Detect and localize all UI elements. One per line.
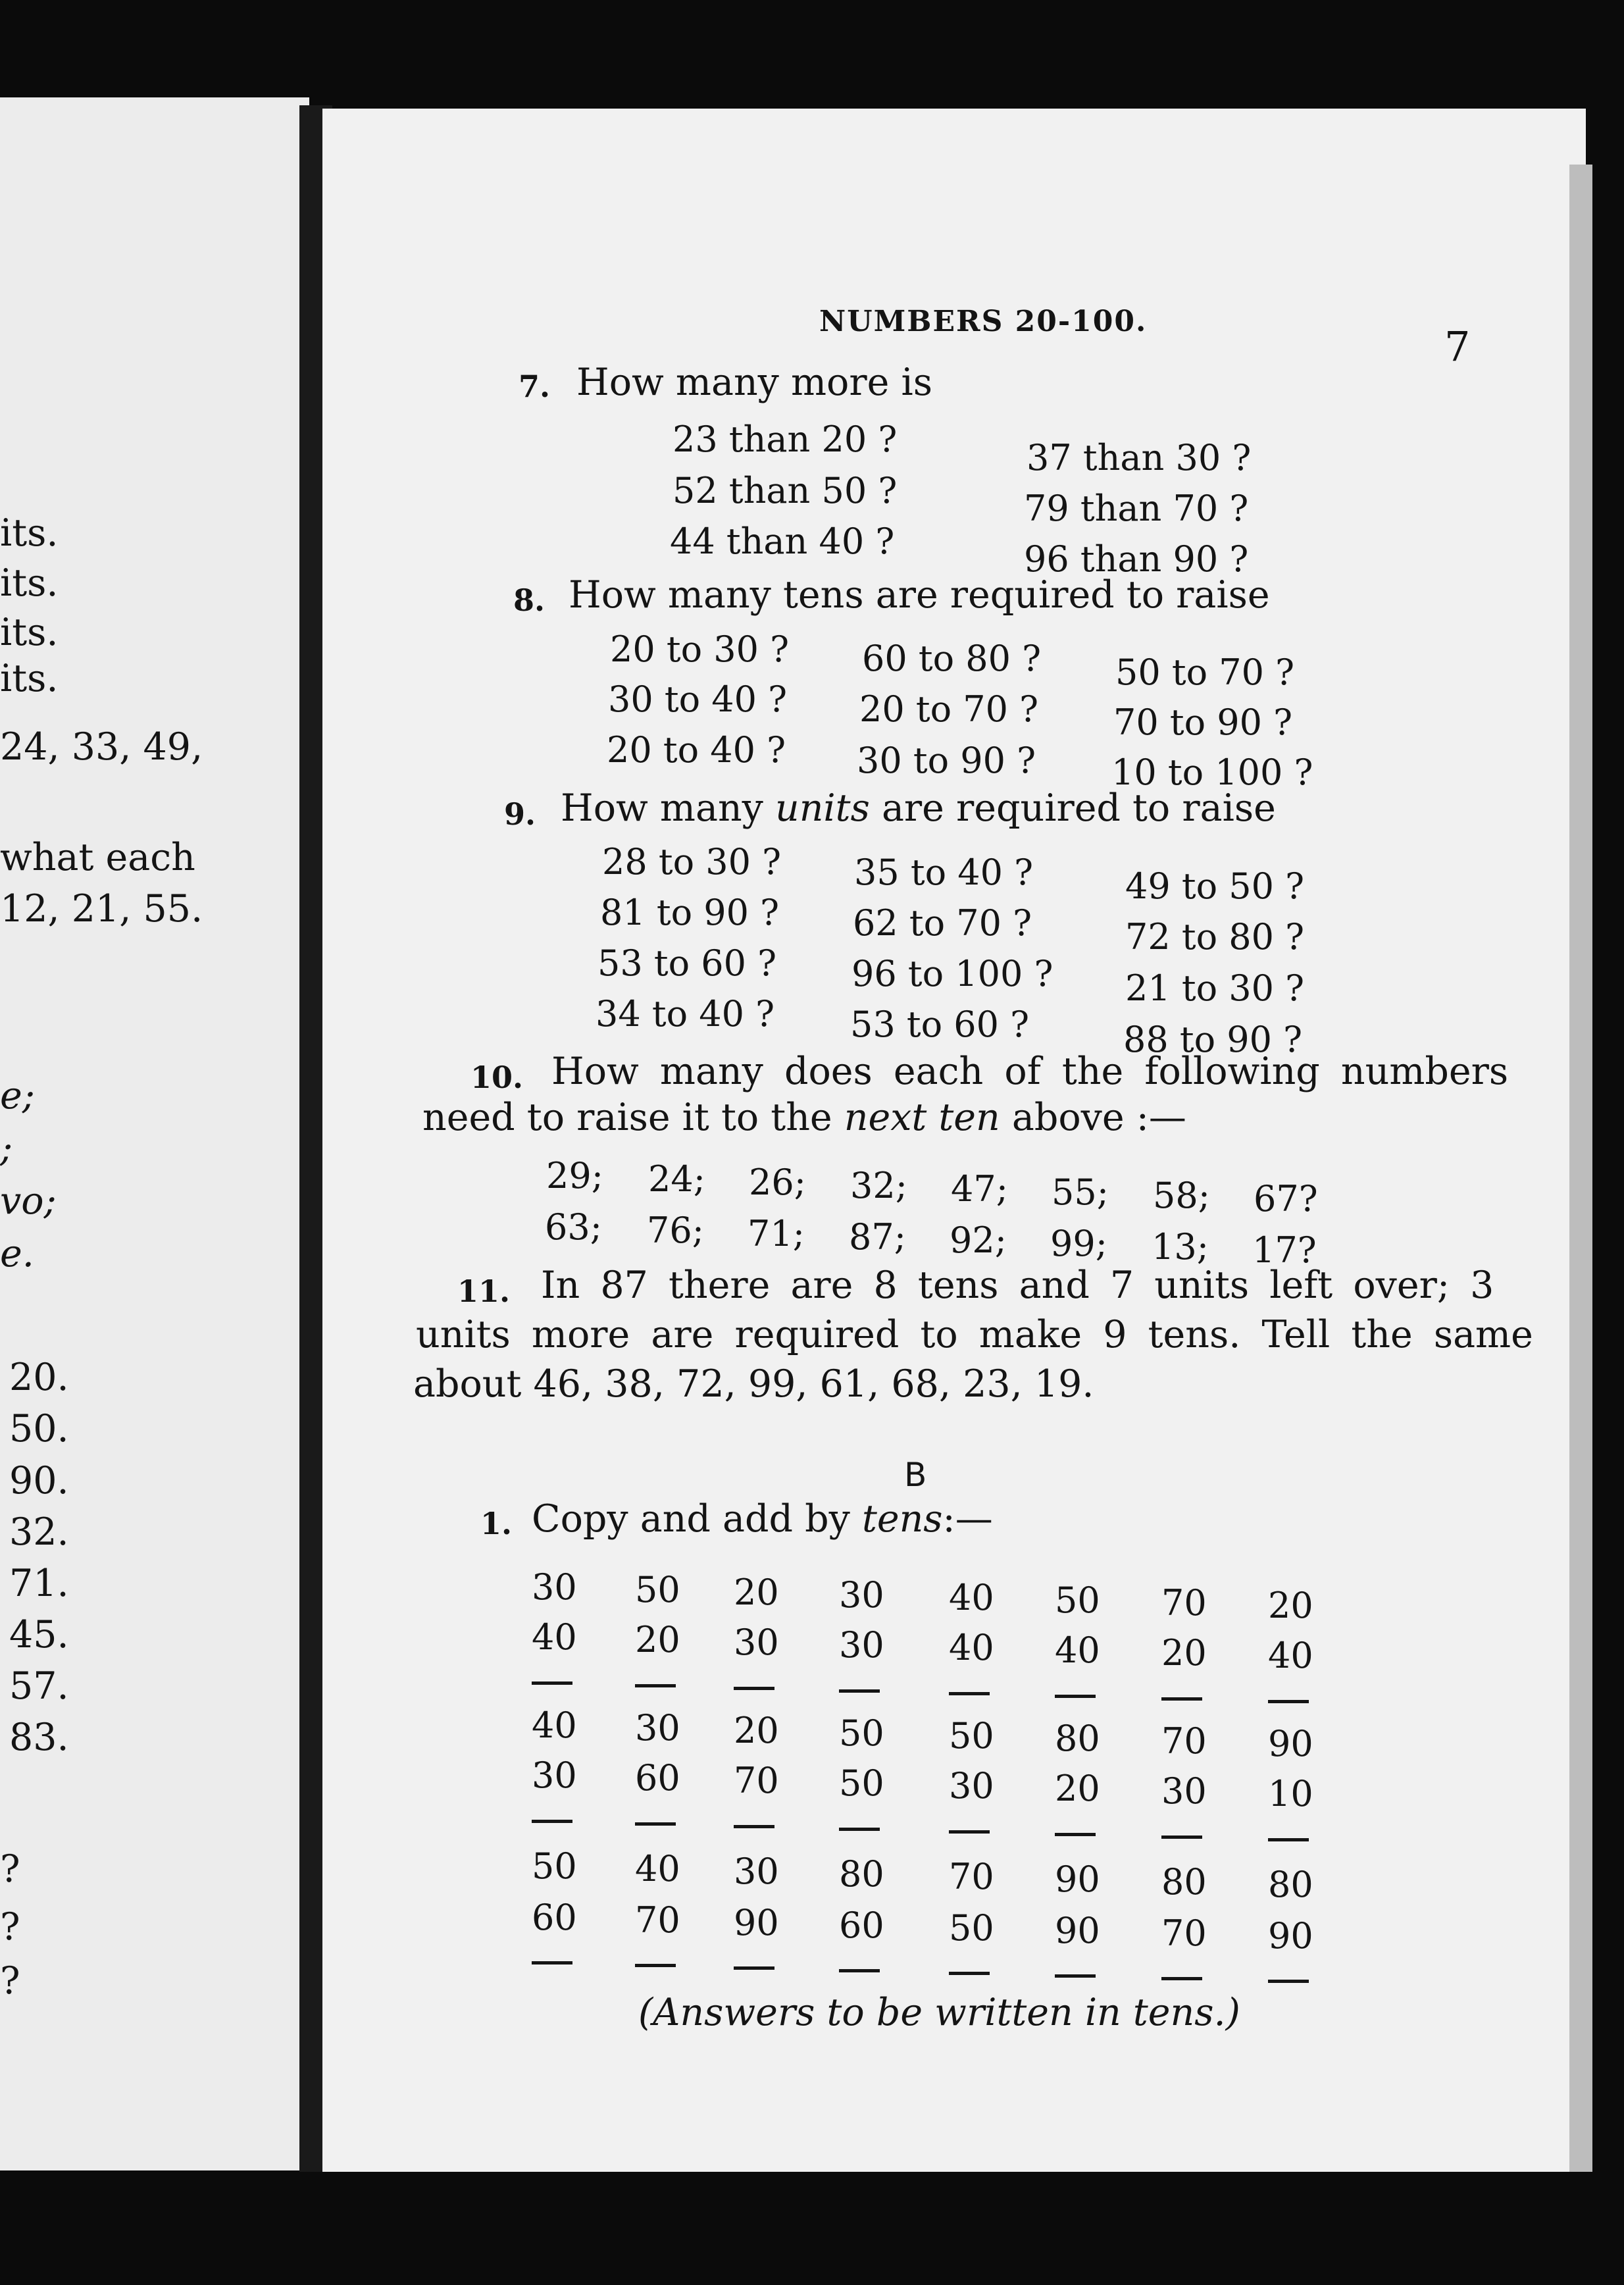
exercise-item: 35 to 40 ? [854,852,1034,893]
addend-cell: 70 [734,1760,779,1801]
addend-cell: 20 [1268,1585,1313,1626]
sum-line [532,1961,572,1964]
addend-cell: 70 [1161,1913,1207,1954]
exercise-item: 30 to 40 ? [608,679,788,720]
exercise-item: 53 to 60 ? [850,1004,1030,1045]
number-item: 67? [1254,1178,1318,1220]
sum-line [1268,1838,1309,1841]
left-fragment: its. [0,611,59,654]
exercise-item: 34 to 40 ? [596,993,775,1035]
sum-line [1161,1836,1202,1839]
question-prompt-line: about 46, 38, 72, 99, 61, 68, 23, 19. [413,1362,1094,1406]
addend-cell: 20 [635,1619,680,1660]
running-head: NUMBERS 20-100. [819,305,1148,338]
addend-cell: 10 [1268,1773,1313,1814]
addend-cell: 40 [949,1577,994,1618]
addend-cell: 50 [532,1845,577,1887]
number-item: 32; [850,1165,907,1206]
exercise-item: 72 to 80 ? [1125,916,1305,958]
exercise-item: 20 to 70 ? [859,688,1039,730]
sum-line [635,1684,676,1687]
question-prompt-line: need to raise it to the next ten above :— [422,1096,1186,1139]
left-fragment: 90. [9,1459,69,1502]
question-number: 9. [504,796,536,832]
sum-line [635,1964,676,1967]
addend-cell: 30 [635,1707,680,1749]
question-prompt: How many tens are required to raise [569,573,1270,617]
sum-line [949,1692,990,1695]
exercise-item: 44 than 40 ? [670,521,895,562]
addend-cell: 80 [1268,1864,1313,1905]
sum-line [1161,1977,1202,1980]
addend-cell: 40 [532,1705,577,1746]
left-page [0,97,309,2170]
left-fragment: e. [0,1232,34,1275]
addend-cell: 50 [949,1715,994,1757]
exercise-item: 81 to 90 ? [600,892,780,933]
exercise-item: 28 to 30 ? [602,841,782,883]
section-label: B [904,1456,927,1494]
addend-cell: 20 [1055,1768,1100,1809]
exercise-item: 62 to 70 ? [853,902,1032,944]
sum-line [1055,1833,1096,1836]
exercise-item: 30 to 90 ? [857,740,1036,781]
addend-cell: 30 [532,1566,577,1608]
exercise-item: 37 than 30 ? [1027,437,1252,478]
exercise-item: 23 than 20 ? [672,419,898,460]
left-fragment: ? [0,1959,20,2003]
page-number: 7 [1444,322,1471,371]
addend-cell: 30 [734,1622,779,1663]
left-fragment: 12, 21, 55. [0,887,203,931]
addend-cell: 70 [1161,1582,1207,1624]
addend-cell: 70 [1161,1720,1207,1762]
question-number: 7. [519,369,551,404]
exercise-item: 52 than 50 ? [672,470,898,511]
question-number: 1. [480,1506,513,1541]
question-prompt: How many does each of the following numbers [551,1050,1509,1093]
left-fragment: 83. [9,1716,69,1759]
exercise-item: 96 to 100 ? [851,953,1053,994]
question-prompt: How many more is [576,361,932,404]
left-fragment: what each [0,836,195,879]
number-item: 29; [546,1155,603,1196]
left-fragment: ; [0,1127,13,1170]
sum-line [839,1828,880,1831]
number-item: 99; [1050,1223,1107,1264]
addend-cell: 40 [532,1616,577,1658]
addend-cell: 90 [1055,1910,1100,1951]
left-fragment: ? [0,1847,20,1891]
addend-cell: 20 [734,1710,779,1751]
sum-line [734,1966,774,1970]
sum-line [532,1820,572,1823]
question-prompt: In 87 there are 8 tens and 7 units left over; 3 [541,1264,1494,1307]
question-number: 10. [470,1060,524,1095]
number-item: 26; [749,1162,806,1203]
exercise-item: 20 to 30 ? [610,629,790,670]
exercise-item: 60 to 80 ? [862,638,1042,679]
sum-line [734,1825,774,1828]
addend-cell: 20 [1161,1632,1207,1674]
addend-cell: 20 [734,1572,779,1613]
number-item: 17? [1252,1229,1317,1271]
question-prompt: How many units are required to raise [561,786,1276,830]
addend-cell: 30 [949,1765,994,1807]
exercise-item: 88 to 90 ? [1123,1019,1303,1060]
number-item: 58; [1153,1175,1210,1216]
number-item: 76; [647,1210,704,1251]
addend-cell: 50 [949,1907,994,1949]
number-item: 55; [1052,1171,1109,1213]
number-item: 63; [545,1206,602,1248]
left-fragment: 32. [9,1510,69,1554]
question-number: 11. [457,1273,511,1309]
addend-cell: 40 [635,1848,680,1889]
addend-cell: 50 [839,1712,884,1754]
addend-cell: 40 [1055,1630,1100,1671]
left-fragment: 24, 33, 49, [0,725,203,769]
addend-cell: 80 [1055,1718,1100,1759]
exercise-item: 50 to 70 ? [1115,652,1295,693]
left-fragment: vo; [0,1179,57,1223]
sum-line [949,1972,990,1975]
left-fragment: ? [0,1905,20,1949]
addend-cell: 30 [839,1574,884,1616]
number-item: 24; [648,1158,705,1200]
sum-line [1161,1697,1202,1701]
addend-cell: 90 [1268,1723,1313,1764]
number-item: 87; [849,1216,906,1258]
addend-cell: 30 [532,1755,577,1796]
addend-cell: 50 [635,1569,680,1610]
addend-cell: 90 [1268,1915,1313,1957]
addend-cell: 30 [839,1624,884,1666]
left-fragment: 57. [9,1664,69,1708]
sum-line [1268,1980,1309,1983]
addend-cell: 70 [635,1899,680,1941]
sum-line [734,1687,774,1690]
exercise-item: 10 to 100 ? [1111,752,1313,793]
sum-line [1268,1700,1309,1703]
addend-cell: 80 [1161,1861,1207,1903]
addend-cell: 90 [734,1902,779,1943]
sum-line [532,1682,572,1685]
addend-cell: 40 [1268,1635,1313,1676]
sum-line [839,1689,880,1693]
addend-cell: 30 [1161,1770,1207,1812]
sum-line [635,1822,676,1826]
exercise-item: 79 than 70 ? [1024,488,1249,529]
left-fragment: its. [0,657,59,700]
addend-cell: 60 [532,1897,577,1938]
number-item: 92; [950,1220,1007,1261]
number-item: 71; [748,1213,805,1254]
addend-cell: 90 [1055,1859,1100,1900]
exercise-item: 53 to 60 ? [597,942,777,984]
addend-cell: 50 [1055,1579,1100,1621]
sum-line [839,1969,880,1972]
exercise-item: 20 to 40 ? [607,729,786,771]
left-fragment: 50. [9,1407,69,1451]
left-fragment: 71. [9,1562,69,1605]
question-number: 8. [513,582,546,618]
footnote: (Answers to be written in tens.) [638,1991,1240,2034]
exercise-item: 70 to 90 ? [1113,702,1293,743]
number-item: 47; [951,1168,1008,1210]
question-prompt-line: units more are required to make 9 tens. Tell the same [416,1313,1533,1356]
left-fragment: its. [0,561,59,605]
question-prompt: Copy and add by tens:— [532,1497,993,1541]
exercise-item: 96 than 90 ? [1024,538,1249,580]
right-page-edge [1569,165,1592,2172]
addend-cell: 60 [839,1905,884,1946]
addend-cell: 40 [949,1627,994,1668]
sum-line [949,1830,990,1834]
exercise-item: 21 to 30 ? [1125,967,1305,1009]
left-fragment: e; [0,1074,35,1117]
addend-cell: 60 [635,1757,680,1799]
number-item: 13; [1152,1226,1209,1268]
left-fragment: its. [0,511,59,555]
exercise-item: 49 to 50 ? [1125,865,1305,907]
left-fragment: 45. [9,1613,69,1656]
addend-cell: 30 [734,1851,779,1892]
left-fragment: 20. [9,1356,69,1399]
sum-line [1055,1974,1096,1978]
sum-line [1055,1695,1096,1698]
addend-cell: 50 [839,1762,884,1804]
addend-cell: 80 [839,1853,884,1895]
addend-cell: 70 [949,1856,994,1897]
